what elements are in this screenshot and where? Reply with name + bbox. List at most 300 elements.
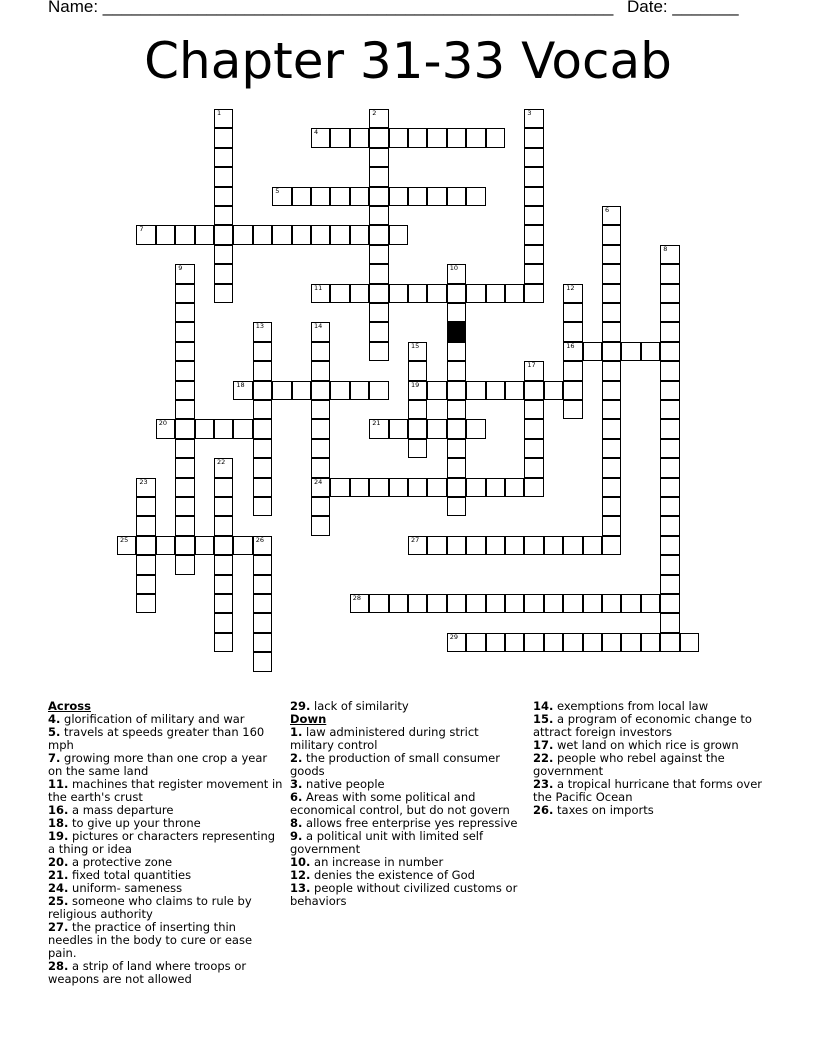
grid-cell[interactable]	[544, 536, 563, 555]
grid-cell[interactable]	[583, 594, 602, 613]
grid-cell[interactable]	[602, 342, 621, 361]
grid-cell[interactable]	[369, 322, 388, 341]
grid-cell[interactable]	[214, 284, 233, 303]
clue-number: 29	[449, 632, 459, 641]
grid-cell[interactable]	[486, 633, 505, 652]
grid-cell[interactable]	[136, 555, 155, 574]
grid-cell[interactable]	[602, 478, 621, 497]
clue-item-text: lack of similarity	[310, 699, 409, 713]
grid-cell[interactable]	[563, 342, 582, 361]
grid-cell[interactable]	[660, 594, 679, 613]
grid-cell[interactable]	[214, 419, 233, 438]
grid-cell[interactable]	[660, 400, 679, 419]
grid-cell[interactable]	[660, 264, 679, 283]
grid-cell[interactable]	[233, 536, 252, 555]
grid-cell[interactable]	[660, 381, 679, 400]
clue-item	[48, 921, 284, 960]
grid-cell[interactable]	[544, 633, 563, 652]
grid-cell[interactable]	[175, 536, 194, 555]
clue-column-1	[48, 700, 284, 986]
grid-cell[interactable]	[350, 284, 369, 303]
grid-cell[interactable]	[214, 206, 233, 225]
grid-cell[interactable]	[408, 536, 427, 555]
grid-cell[interactable]	[195, 419, 214, 438]
grid-cell[interactable]	[602, 381, 621, 400]
grid-cell[interactable]	[136, 497, 155, 516]
grid-cell[interactable]	[602, 497, 621, 516]
grid-cell[interactable]	[563, 594, 582, 613]
grid-cell[interactable]	[408, 187, 427, 206]
grid-cell[interactable]	[175, 361, 194, 380]
grid-cell[interactable]	[447, 264, 466, 283]
grid-cell[interactable]	[505, 478, 524, 497]
grid-cell[interactable]	[369, 381, 388, 400]
grid-cell[interactable]	[369, 478, 388, 497]
grid-cell[interactable]	[505, 594, 524, 613]
clue-item-text: allows free enterprise yes repressive	[302, 816, 518, 830]
clue-number: 20	[158, 419, 168, 428]
grid-cell[interactable]	[253, 633, 272, 652]
grid-cell[interactable]	[330, 478, 349, 497]
grid-cell[interactable]	[292, 381, 311, 400]
grid-cell[interactable]	[369, 284, 388, 303]
grid-cell[interactable]	[311, 439, 330, 458]
grid-cell[interactable]	[524, 128, 543, 147]
grid-cell[interactable]	[447, 419, 466, 438]
grid-cell[interactable]	[486, 128, 505, 147]
grid-cell[interactable]	[427, 284, 446, 303]
grid-cell[interactable]	[311, 284, 330, 303]
grid-cell[interactable]	[602, 419, 621, 438]
grid-cell[interactable]	[214, 264, 233, 283]
grid-cell[interactable]	[292, 187, 311, 206]
grid-cell[interactable]	[136, 536, 155, 555]
grid-cell[interactable]	[350, 478, 369, 497]
grid-cell[interactable]	[175, 439, 194, 458]
grid-cell[interactable]	[602, 536, 621, 555]
grid-cell[interactable]	[175, 497, 194, 516]
grid-cell[interactable]	[214, 458, 233, 477]
date-field[interactable]: Date: _______	[627, 0, 739, 16]
grid-cell[interactable]	[602, 322, 621, 341]
grid-cell[interactable]	[330, 381, 349, 400]
grid-cell[interactable]	[466, 536, 485, 555]
grid-cell[interactable]	[602, 633, 621, 652]
grid-cell[interactable]	[466, 187, 485, 206]
grid-cell[interactable]	[486, 381, 505, 400]
grid-cell[interactable]	[233, 419, 252, 438]
grid-cell[interactable]	[447, 187, 466, 206]
grid-cell[interactable]	[156, 536, 175, 555]
grid-cell[interactable]	[447, 478, 466, 497]
grid-cell[interactable]	[641, 594, 660, 613]
grid-cell[interactable]	[369, 109, 388, 128]
grid-cell[interactable]	[563, 536, 582, 555]
grid-cell[interactable]	[660, 361, 679, 380]
grid-cell[interactable]	[272, 381, 291, 400]
grid-cell[interactable]	[253, 478, 272, 497]
grid-cell[interactable]	[272, 187, 291, 206]
grid-cell[interactable]	[447, 381, 466, 400]
grid-cell[interactable]	[427, 187, 446, 206]
grid-cell[interactable]	[427, 381, 446, 400]
grid-cell[interactable]	[524, 536, 543, 555]
grid-cell[interactable]	[524, 419, 543, 438]
grid-cell[interactable]	[311, 458, 330, 477]
grid-cell[interactable]	[350, 225, 369, 244]
grid-cell[interactable]	[447, 128, 466, 147]
grid-cell[interactable]	[660, 284, 679, 303]
grid-cell[interactable]	[583, 633, 602, 652]
grid-cell[interactable]	[253, 342, 272, 361]
grid-cell[interactable]	[253, 400, 272, 419]
grid-cell[interactable]	[214, 187, 233, 206]
grid-cell[interactable]	[311, 419, 330, 438]
grid-cell[interactable]	[330, 284, 349, 303]
clue-number: 26	[255, 535, 265, 544]
grid-cell[interactable]	[466, 284, 485, 303]
grid-cell[interactable]	[524, 167, 543, 186]
grid-cell[interactable]	[408, 381, 427, 400]
grid-cell[interactable]	[563, 400, 582, 419]
grid-cell[interactable]	[660, 516, 679, 535]
grid-cell[interactable]	[311, 400, 330, 419]
grid-cell[interactable]	[563, 284, 582, 303]
grid-cell[interactable]	[136, 575, 155, 594]
grid-cell[interactable]	[427, 419, 446, 438]
grid-cell[interactable]	[660, 458, 679, 477]
grid-cell[interactable]	[427, 478, 446, 497]
grid-cell[interactable]	[602, 303, 621, 322]
grid-cell[interactable]	[602, 594, 621, 613]
clue-number: 7	[139, 225, 144, 234]
grid-cell[interactable]	[680, 633, 699, 652]
grid-cell[interactable]	[660, 322, 679, 341]
grid-cell[interactable]	[660, 245, 679, 264]
grid-cell[interactable]	[486, 284, 505, 303]
grid-cell[interactable]	[311, 478, 330, 497]
grid-cell[interactable]	[447, 594, 466, 613]
grid-cell[interactable]	[621, 342, 640, 361]
grid-cell[interactable]	[660, 342, 679, 361]
clue-number: 25	[120, 535, 129, 544]
grid-cell[interactable]	[350, 128, 369, 147]
grid-cell[interactable]	[602, 264, 621, 283]
grid-cell[interactable]	[447, 633, 466, 652]
grid-cell[interactable]	[214, 109, 233, 128]
grid-cell[interactable]	[175, 342, 194, 361]
grid-cell[interactable]	[214, 478, 233, 497]
grid-cell[interactable]	[369, 303, 388, 322]
grid-cell[interactable]	[524, 400, 543, 419]
grid-cell[interactable]	[253, 555, 272, 574]
grid-cell[interactable]	[330, 225, 349, 244]
grid-cell[interactable]	[214, 516, 233, 535]
grid-cell[interactable]	[175, 516, 194, 535]
clue-number: 28	[352, 594, 362, 602]
grid-cell[interactable]	[369, 264, 388, 283]
grid-cell[interactable]	[563, 381, 582, 400]
grid-cell[interactable]	[447, 536, 466, 555]
grid-cell[interactable]	[408, 400, 427, 419]
grid-cell[interactable]	[524, 381, 543, 400]
grid-cell[interactable]	[214, 167, 233, 186]
grid-cell[interactable]	[466, 633, 485, 652]
grid-cell[interactable]	[369, 128, 388, 147]
grid-cell[interactable]	[253, 536, 272, 555]
grid-cell[interactable]	[253, 594, 272, 613]
grid-cell[interactable]	[369, 148, 388, 167]
grid-cell[interactable]	[563, 303, 582, 322]
grid-cell[interactable]	[389, 419, 408, 438]
grid-cell[interactable]	[660, 419, 679, 438]
grid-cell[interactable]	[136, 478, 155, 497]
grid-cell[interactable]	[389, 128, 408, 147]
grid-cell[interactable]	[389, 225, 408, 244]
grid-cell[interactable]	[621, 633, 640, 652]
grid-cell[interactable]	[330, 187, 349, 206]
grid-cell[interactable]	[156, 419, 175, 438]
grid-cell[interactable]	[389, 187, 408, 206]
grid-cell[interactable]	[408, 128, 427, 147]
grid-cell[interactable]	[466, 478, 485, 497]
grid-cell[interactable]	[408, 284, 427, 303]
grid-cell[interactable]	[660, 478, 679, 497]
grid-cell[interactable]	[214, 497, 233, 516]
grid-cell[interactable]	[447, 439, 466, 458]
grid-cell[interactable]	[214, 148, 233, 167]
grid-cell[interactable]	[602, 439, 621, 458]
clue-item	[48, 830, 284, 856]
grid-cell[interactable]	[311, 225, 330, 244]
grid-cell[interactable]	[544, 381, 563, 400]
grid-cell[interactable]	[505, 284, 524, 303]
grid-cell[interactable]	[175, 381, 194, 400]
grid-cell[interactable]	[175, 478, 194, 497]
grid-cell[interactable]	[602, 361, 621, 380]
grid-cell[interactable]	[447, 400, 466, 419]
grid-cell[interactable]	[466, 128, 485, 147]
grid-cell[interactable]	[583, 536, 602, 555]
grid-cell[interactable]	[369, 167, 388, 186]
grid-cell[interactable]	[311, 516, 330, 535]
grid-cell[interactable]	[524, 633, 543, 652]
grid-cell[interactable]	[350, 187, 369, 206]
grid-cell[interactable]	[427, 536, 446, 555]
grid-cell[interactable]	[253, 322, 272, 341]
name-field[interactable]: Name: ______________________________________________________	[48, 0, 614, 16]
grid-cell[interactable]	[175, 555, 194, 574]
grid-cell[interactable]	[660, 575, 679, 594]
grid-cell[interactable]	[136, 516, 155, 535]
grid-cell[interactable]	[175, 322, 194, 341]
grid-cell[interactable]	[175, 284, 194, 303]
grid-cell[interactable]	[311, 128, 330, 147]
grid-cell[interactable]	[466, 419, 485, 438]
grid-cell[interactable]	[311, 381, 330, 400]
grid-cell[interactable]	[311, 361, 330, 380]
grid-cell[interactable]	[602, 516, 621, 535]
grid-cell[interactable]	[214, 575, 233, 594]
clue-item-text: glorification of military and war	[60, 712, 245, 726]
grid-cell[interactable]	[524, 594, 543, 613]
grid-cell[interactable]	[253, 497, 272, 516]
grid-cell[interactable]	[505, 381, 524, 400]
grid-cell[interactable]	[408, 594, 427, 613]
clue-item-text: a mass departure	[68, 803, 174, 817]
grid-cell[interactable]	[389, 478, 408, 497]
grid-cell[interactable]	[214, 613, 233, 632]
grid-cell[interactable]	[641, 633, 660, 652]
grid-cell[interactable]	[641, 342, 660, 361]
grid-cell[interactable]	[253, 575, 272, 594]
clue-item-text: denies the existence of God	[310, 868, 475, 882]
grid-cell[interactable]	[466, 381, 485, 400]
grid-cell[interactable]	[253, 361, 272, 380]
grid-cell[interactable]	[136, 594, 155, 613]
grid-cell[interactable]	[311, 322, 330, 341]
grid-cell[interactable]	[408, 419, 427, 438]
grid-cell[interactable]	[369, 245, 388, 264]
clue-number: 21	[372, 419, 381, 428]
grid-cell[interactable]	[311, 342, 330, 361]
grid-cell[interactable]	[427, 594, 446, 613]
clue-item-text: travels at speeds greater than 160 mph	[48, 725, 265, 752]
grid-cell[interactable]	[253, 225, 272, 244]
grid-cell[interactable]	[447, 497, 466, 516]
clue-item-number: 19.	[48, 829, 69, 843]
grid-cell[interactable]	[602, 458, 621, 477]
grid-cell[interactable]	[602, 245, 621, 264]
grid-cell[interactable]	[389, 594, 408, 613]
grid-cell[interactable]	[136, 225, 155, 244]
grid-cell[interactable]	[214, 594, 233, 613]
grid-cell[interactable]	[175, 264, 194, 283]
grid-cell[interactable]	[408, 478, 427, 497]
grid-cell[interactable]	[369, 187, 388, 206]
grid-cell[interactable]	[117, 536, 136, 555]
grid-cell[interactable]	[389, 284, 408, 303]
grid-cell[interactable]	[233, 381, 252, 400]
grid-cell[interactable]	[524, 284, 543, 303]
grid-cell[interactable]	[175, 458, 194, 477]
grid-cell[interactable]	[369, 206, 388, 225]
grid-cell[interactable]	[156, 225, 175, 244]
grid-cell[interactable]	[311, 187, 330, 206]
grid-cell[interactable]	[563, 633, 582, 652]
grid-cell[interactable]	[524, 225, 543, 244]
grid-cell[interactable]	[272, 225, 291, 244]
grid-cell[interactable]	[311, 497, 330, 516]
clue-number: 17	[527, 361, 536, 370]
grid-cell[interactable]	[602, 400, 621, 419]
grid-cell[interactable]	[602, 225, 621, 244]
clue-item-text: growing more than one crop a year on the same land	[48, 751, 268, 778]
grid-cell[interactable]	[660, 303, 679, 322]
grid-cell[interactable]	[447, 284, 466, 303]
grid-cell[interactable]	[524, 458, 543, 477]
grid-cell[interactable]	[486, 478, 505, 497]
grid-cell[interactable]	[214, 245, 233, 264]
grid-cell[interactable]	[214, 555, 233, 574]
grid-cell[interactable]	[660, 497, 679, 516]
grid-cell[interactable]	[563, 322, 582, 341]
grid-cell[interactable]	[214, 225, 233, 244]
grid-cell[interactable]	[621, 594, 640, 613]
grid-cell[interactable]	[447, 303, 466, 322]
grid-cell[interactable]	[214, 128, 233, 147]
clue-number: 18	[236, 380, 245, 389]
grid-cell[interactable]	[214, 633, 233, 652]
grid-cell[interactable]	[563, 361, 582, 380]
grid-cell[interactable]	[505, 536, 524, 555]
grid-cell[interactable]	[660, 555, 679, 574]
grid-cell[interactable]	[486, 594, 505, 613]
grid-cell[interactable]	[369, 419, 388, 438]
grid-cell[interactable]	[408, 342, 427, 361]
grid-cell[interactable]	[175, 303, 194, 322]
grid-cell[interactable]	[427, 128, 446, 147]
grid-cell[interactable]	[486, 536, 505, 555]
grid-cell[interactable]	[292, 225, 311, 244]
grid-cell[interactable]	[195, 536, 214, 555]
grid-cell[interactable]	[253, 439, 272, 458]
grid-cell[interactable]	[195, 225, 214, 244]
grid-cell[interactable]	[253, 381, 272, 400]
grid-cell[interactable]	[369, 225, 388, 244]
grid-cell[interactable]	[505, 633, 524, 652]
grid-cell[interactable]	[544, 594, 563, 613]
grid-cell[interactable]	[175, 225, 194, 244]
grid-cell[interactable]	[233, 225, 252, 244]
grid-cell[interactable]	[524, 109, 543, 128]
grid-cell[interactable]	[524, 478, 543, 497]
grid-cell[interactable]	[466, 594, 485, 613]
grid-cell[interactable]	[330, 128, 349, 147]
grid-cell[interactable]	[253, 652, 272, 671]
grid-cell[interactable]	[602, 206, 621, 225]
grid-cell[interactable]	[175, 400, 194, 419]
grid-cell[interactable]	[524, 245, 543, 264]
grid-cell[interactable]	[524, 264, 543, 283]
grid-cell[interactable]	[660, 439, 679, 458]
grid-cell[interactable]	[447, 342, 466, 361]
grid-cell[interactable]	[408, 439, 427, 458]
grid-cell[interactable]	[408, 361, 427, 380]
grid-cell[interactable]	[369, 342, 388, 361]
grid-cell[interactable]	[602, 284, 621, 303]
grid-cell[interactable]	[524, 439, 543, 458]
grid-cell[interactable]	[350, 594, 369, 613]
grid-cell[interactable]	[175, 419, 194, 438]
grid-cell[interactable]	[524, 361, 543, 380]
grid-cell[interactable]	[447, 458, 466, 477]
grid-cell[interactable]	[660, 633, 679, 652]
grid-cell[interactable]	[253, 458, 272, 477]
grid-cell[interactable]	[660, 536, 679, 555]
grid-cell[interactable]	[524, 187, 543, 206]
grid-cell[interactable]	[253, 419, 272, 438]
grid-cell[interactable]	[369, 594, 388, 613]
grid-cell[interactable]	[660, 613, 679, 632]
grid-cell[interactable]	[524, 148, 543, 167]
grid-cell[interactable]	[253, 613, 272, 632]
grid-cell[interactable]	[447, 361, 466, 380]
grid-cell[interactable]	[524, 206, 543, 225]
grid-cell[interactable]	[583, 342, 602, 361]
grid-cell[interactable]	[350, 381, 369, 400]
grid-cell[interactable]	[214, 536, 233, 555]
